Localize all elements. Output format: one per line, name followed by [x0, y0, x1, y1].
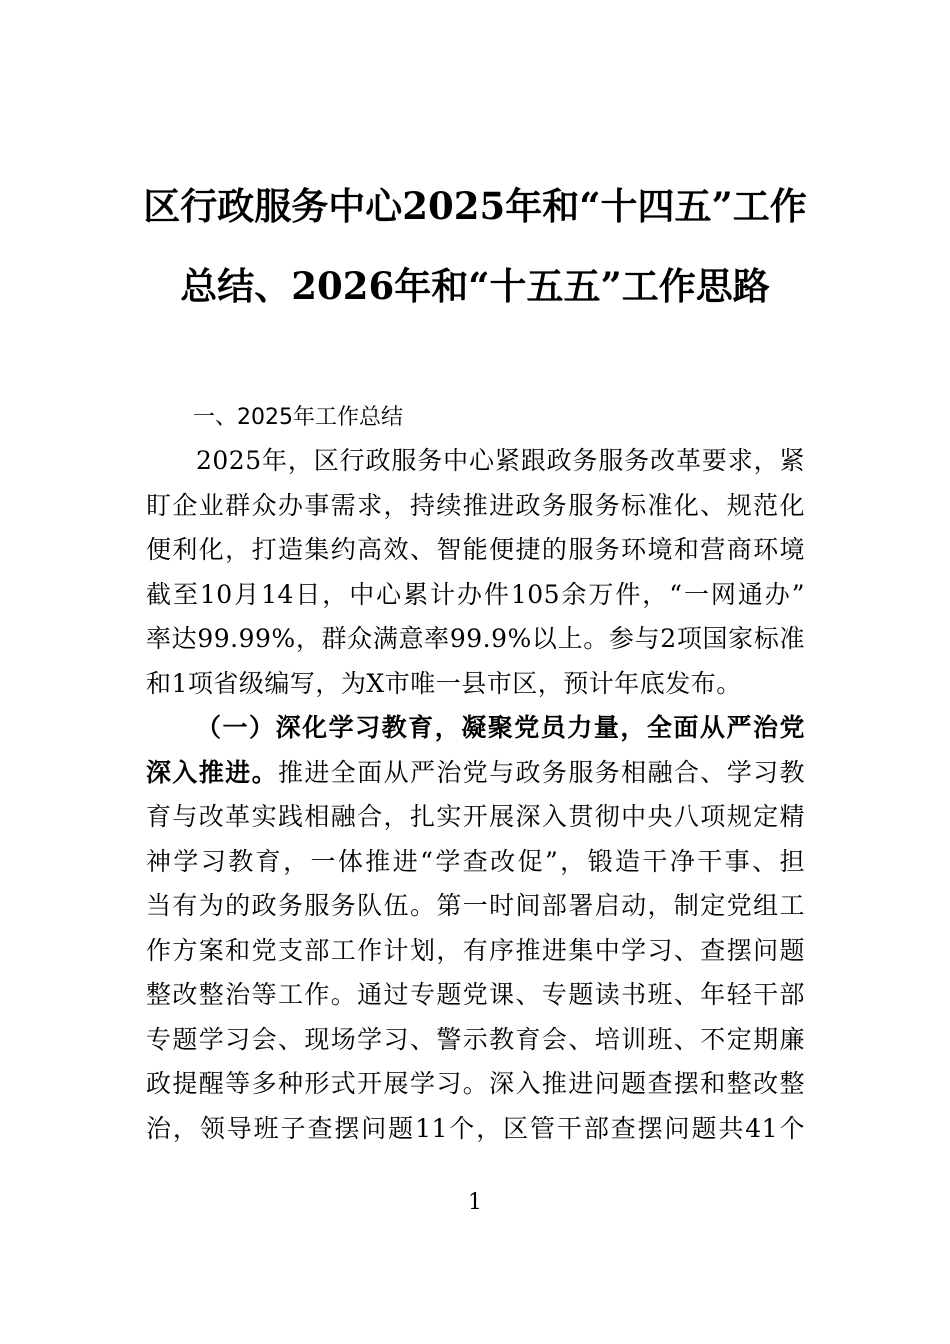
subsection-heading-continued: 深入推进。	[146, 758, 278, 787]
section-heading: 一、2025年工作总结	[193, 405, 403, 430]
paragraph-text: 推进全面从严治党与政务服务相融合、学习教	[277, 758, 805, 787]
document-title	[100, 166, 850, 326]
title-line-2: 总结、2026年和“十五五”工作思路	[180, 264, 770, 308]
title-line-1: 区行政服务中心2025年和“十四五”工作	[143, 184, 807, 228]
paragraph-line: 盯企业群众办事需求，持续推进政务服务标准化、规范化	[146, 491, 805, 520]
paragraph-line: 便利化，打造集约高效、智能便捷的服务环境和营商环境	[146, 535, 805, 564]
paragraph-line: 整改整治等工作。通过专题党课、专题读书班、年轻干部	[146, 980, 805, 1009]
paragraph-line: 2025年，区行政服务中心紧跟政务服务改革要求，紧	[196, 446, 805, 475]
paragraph-line: 育与改革实践相融合，扎实开展深入贯彻中央八项规定精	[146, 802, 805, 831]
paragraph-line: 政提醒等多种形式开展学习。深入推进问题查摆和整改整	[146, 1069, 805, 1098]
paragraph-line: 当有为的政务服务队伍。第一时间部署启动，制定党组工	[146, 891, 805, 920]
paragraph-line: 治，领导班子查摆问题11个，区管干部查摆问题共41个	[146, 1114, 805, 1143]
paragraph-line: 和1项省级编写，为X市唯一县市区，预计年底发布。	[146, 669, 742, 698]
paragraph-line	[146, 753, 805, 793]
paragraph-line: 专题学习会、现场学习、警示教育会、培训班、不定期廉	[146, 1025, 805, 1054]
paragraph-line: 截至10月14日，中心累计办件105余万件，“一网通办”	[146, 580, 805, 609]
page-number: 1	[468, 1190, 482, 1215]
subsection-heading: （一）深化学习教育，凝聚党员力量，全面从严治党	[196, 713, 805, 742]
paragraph-line: 率达99.99%，群众满意率99.9%以上。参与2项国家标准	[146, 624, 805, 653]
paragraph-line: 神学习教育，一体推进“学查改促”，锻造干净干事、担	[146, 847, 805, 876]
paragraph-line: 作方案和党支部工作计划，有序推进集中学习、查摆问题	[146, 936, 805, 965]
